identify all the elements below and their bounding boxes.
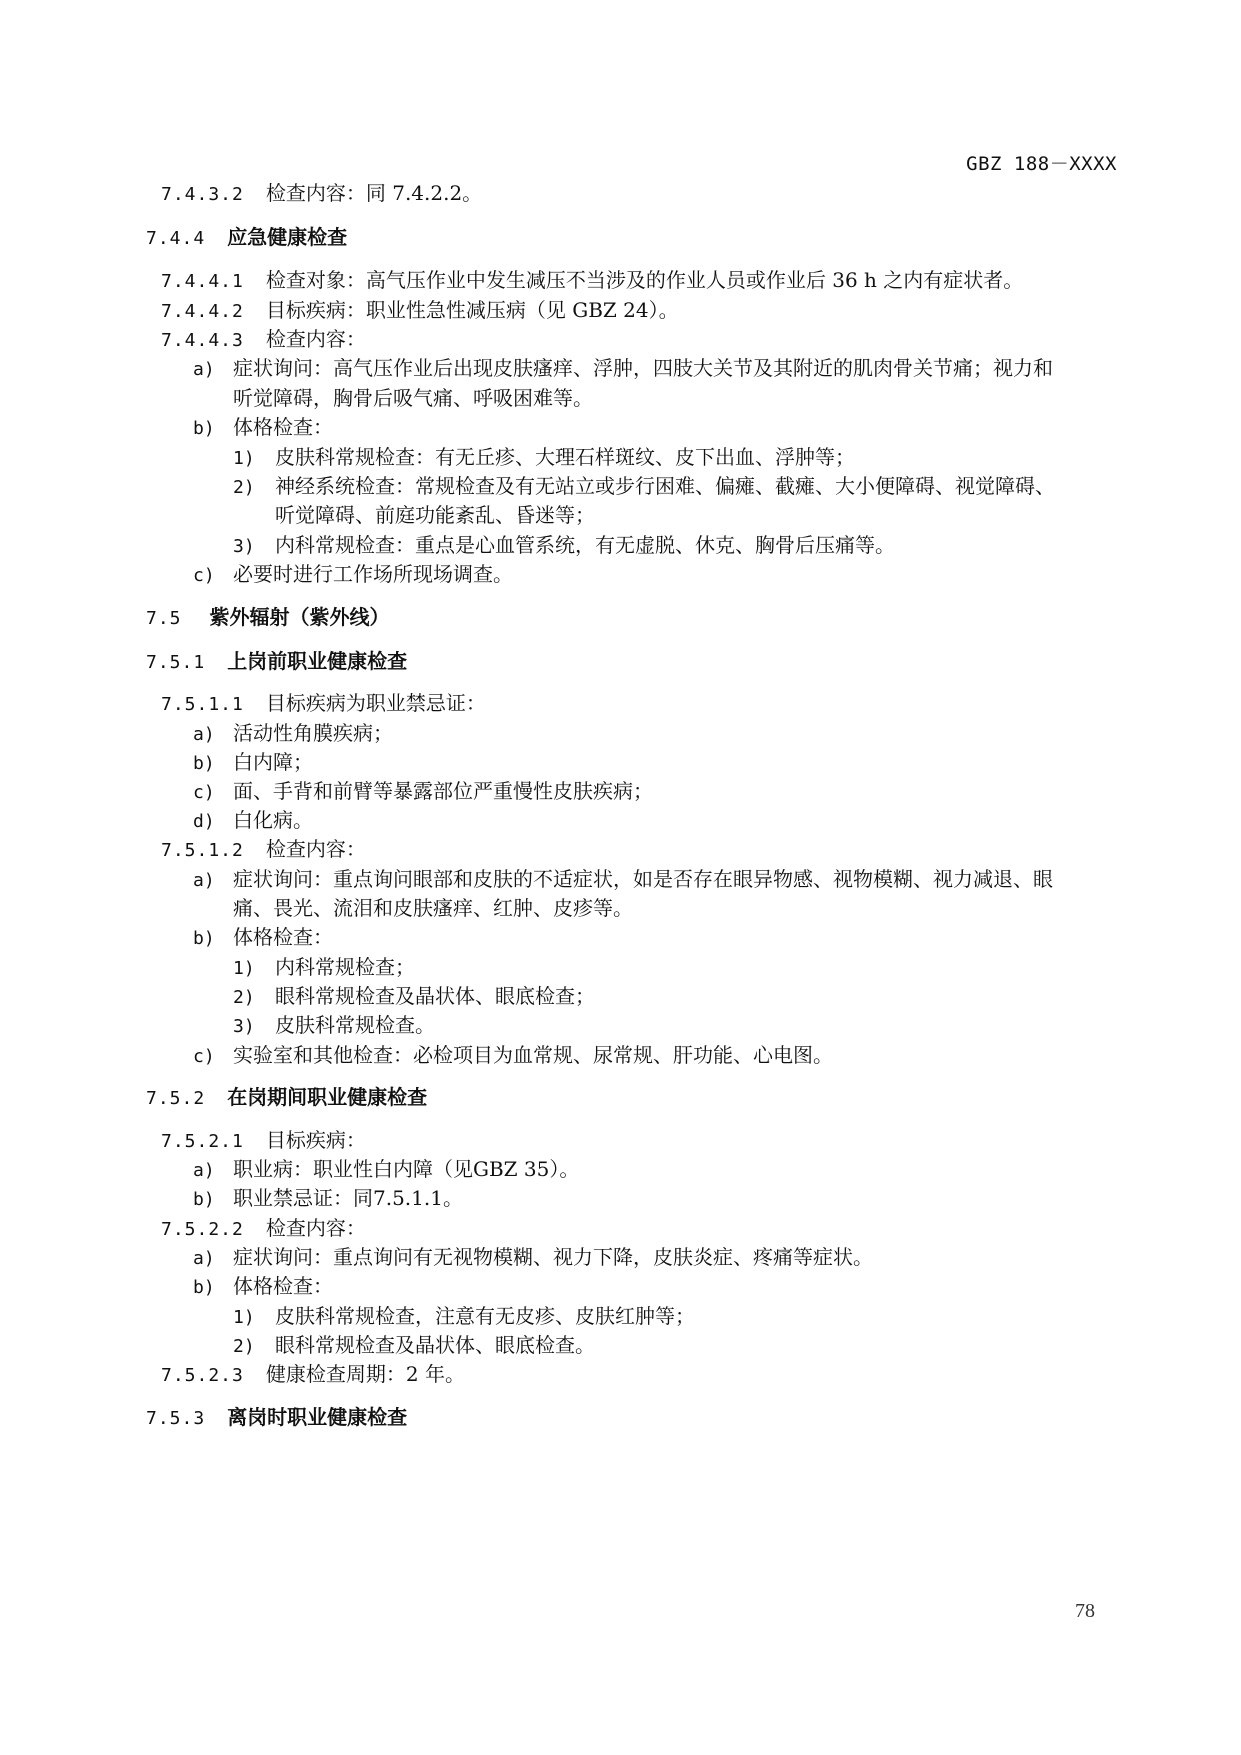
- section-title: 应急健康检查: [227, 225, 348, 249]
- clause-number: 7.4.4.2: [161, 301, 244, 322]
- section-heading: [146, 647, 407, 677]
- list-text: 必要时进行工作场所现场调查。: [233, 562, 513, 586]
- clause-number: 7.4.3.2: [161, 184, 244, 205]
- list-marker: 2): [233, 987, 255, 1008]
- section-number: 7.5: [146, 608, 182, 629]
- list-text: 实验室和其他检查：必检项目为血常规、尿常规、肝功能、心电图。: [233, 1043, 833, 1067]
- list-text: 皮肤科常规检查，注意有无皮疹、皮肤红肿等；: [275, 1304, 695, 1328]
- list-marker: a): [193, 1248, 215, 1269]
- list-text: 神经系统检查：常规检查及有无站立或步行困难、偏瘫、截瘫、大小便障碍、视觉障碍、: [275, 474, 1055, 498]
- clause-line: [161, 835, 366, 865]
- page-number: 78: [1075, 1600, 1095, 1622]
- clause-number: 7.5.1.2: [161, 840, 244, 861]
- list-marker: a): [193, 724, 215, 745]
- clause-line: [161, 1126, 366, 1156]
- list-item: [193, 1041, 833, 1071]
- list-text: 听觉障碍，胸骨后吸气痛、呼吸困难等。: [233, 386, 593, 410]
- list-marker: c): [193, 782, 215, 803]
- sub-list-item: [233, 982, 595, 1012]
- sub-list-item: [233, 443, 855, 473]
- clause-line: [161, 1214, 366, 1244]
- list-text: 听觉障碍、前庭功能紊乱、昏迷等；: [275, 503, 595, 527]
- sub-list-item: [233, 1011, 435, 1041]
- list-text: 痛、畏光、流泪和皮肤瘙痒、红肿、皮疹等。: [233, 896, 633, 920]
- clause-text: 目标疾病：职业性急性减压病（见 GBZ 24）。: [265, 298, 679, 322]
- list-marker: b): [193, 928, 215, 949]
- document-code-header: GBZ 188－XXXX: [966, 153, 1117, 175]
- clause-number: 7.4.4.3: [161, 330, 244, 351]
- section-title: 上岗前职业健康检查: [227, 649, 408, 673]
- clause-line: [161, 179, 482, 209]
- list-item: [193, 1272, 333, 1302]
- clause-text: 检查内容：同 7.4.2.2。: [265, 181, 483, 205]
- list-marker: b): [193, 1277, 215, 1298]
- section-title: 在岗期间职业健康检查: [227, 1085, 428, 1109]
- list-marker: b): [193, 1189, 215, 1210]
- list-item: [193, 865, 1053, 895]
- clause-text: 目标疾病：: [265, 1128, 366, 1152]
- section-heading: [146, 1083, 427, 1113]
- list-marker: 3): [233, 1016, 255, 1037]
- list-marker: a): [193, 359, 215, 380]
- clause-line: [161, 325, 366, 355]
- list-text: 皮肤科常规检查：有无丘疹、大理石样斑纹、皮下出血、浮肿等；: [275, 445, 855, 469]
- clause-text: 检查对象：高气压作业中发生减压不当涉及的作业人员或作业后 36 h 之内有症状者。: [265, 268, 1024, 292]
- section-number: 7.4.4: [146, 228, 206, 249]
- clause-number: 7.5.2.2: [161, 1219, 244, 1240]
- clause-number: 7.5.1.1: [161, 694, 244, 715]
- list-marker: a): [193, 1160, 215, 1181]
- section-heading: [146, 603, 390, 633]
- list-text: 活动性角膜疾病；: [233, 721, 393, 745]
- list-item: [193, 719, 393, 749]
- clause-number: 7.5.2.3: [161, 1365, 244, 1386]
- clause-text: 检查内容：: [265, 1216, 366, 1240]
- section-number: 7.5.2: [146, 1088, 206, 1109]
- list-item: [193, 777, 653, 807]
- section-heading: [146, 1403, 407, 1433]
- list-item: [193, 354, 1053, 384]
- clause-text: 检查内容：: [265, 327, 366, 351]
- list-item-continuation: [233, 384, 593, 412]
- clause-line: [161, 266, 1023, 296]
- list-text: 皮肤科常规检查。: [275, 1013, 435, 1037]
- list-marker: c): [193, 1046, 215, 1067]
- list-marker: d): [193, 811, 215, 832]
- list-text: 症状询问：重点询问眼部和皮肤的不适症状，如是否存在眼异物感、视物模糊、视力减退、眼: [233, 867, 1053, 891]
- sub-list-item: [233, 953, 415, 983]
- list-text: 白化病。: [233, 808, 313, 832]
- list-item: [193, 560, 513, 590]
- list-item-continuation: [233, 894, 633, 922]
- clause-text: 检查内容：: [265, 837, 366, 861]
- sub-list-item-continuation: [275, 501, 595, 529]
- list-marker: b): [193, 418, 215, 439]
- list-text: 眼科常规检查及晶状体、眼底检查；: [275, 984, 595, 1008]
- list-marker: 1): [233, 1307, 255, 1328]
- list-text: 内科常规检查；: [275, 955, 415, 979]
- list-text: 内科常规检查：重点是心血管系统，有无虚脱、休克、胸骨后压痛等。: [275, 533, 895, 557]
- section-title: 紫外辐射（紫外线）: [209, 605, 390, 629]
- clause-text: 健康检查周期：2 年。: [265, 1362, 465, 1386]
- list-text: 体格检查：: [233, 415, 333, 439]
- section-number: 7.5.1: [146, 652, 206, 673]
- list-item: [193, 1155, 579, 1185]
- list-text: 眼科常规检查及晶状体、眼底检查。: [275, 1333, 595, 1357]
- list-marker: a): [193, 870, 215, 891]
- list-item: [193, 806, 313, 836]
- sub-list-item: [233, 531, 895, 561]
- list-text: 体格检查：: [233, 1274, 333, 1298]
- list-item: [193, 923, 333, 953]
- list-marker: 3): [233, 536, 255, 557]
- list-marker: 2): [233, 1336, 255, 1357]
- list-text: 职业禁忌证：同7.5.1.1。: [233, 1186, 463, 1210]
- list-marker: 1): [233, 958, 255, 979]
- sub-list-item: [233, 472, 1055, 502]
- clause-text: 目标疾病为职业禁忌证：: [265, 691, 486, 715]
- list-marker: 1): [233, 448, 255, 469]
- list-text: 面、手背和前臂等暴露部位严重慢性皮肤疾病；: [233, 779, 653, 803]
- list-item: [193, 413, 333, 443]
- clause-number: 7.4.4.1: [161, 271, 244, 292]
- section-title: 离岗时职业健康检查: [227, 1405, 408, 1429]
- list-item: [193, 748, 313, 778]
- list-text: 白内障；: [233, 750, 313, 774]
- list-marker: 2): [233, 477, 255, 498]
- list-text: 体格检查：: [233, 925, 333, 949]
- clause-line: [161, 1360, 465, 1390]
- list-marker: c): [193, 565, 215, 586]
- list-item: [193, 1243, 873, 1273]
- list-item: [193, 1184, 463, 1214]
- list-marker: b): [193, 753, 215, 774]
- clause-line: [161, 689, 486, 719]
- sub-list-item: [233, 1302, 695, 1332]
- list-text: 症状询问：高气压作业后出现皮肤瘙痒、浮肿，四肢大关节及其附近的肌肉骨关节痛；视力和: [233, 356, 1053, 380]
- section-number: 7.5.3: [146, 1408, 206, 1429]
- list-text: 症状询问：重点询问有无视物模糊、视力下降，皮肤炎症、疼痛等症状。: [233, 1245, 873, 1269]
- clause-number: 7.5.2.1: [161, 1131, 244, 1152]
- sub-list-item: [233, 1331, 595, 1361]
- list-text: 职业病：职业性白内障（见GBZ 35）。: [233, 1157, 580, 1181]
- section-heading: [146, 223, 347, 253]
- clause-line: [161, 296, 679, 326]
